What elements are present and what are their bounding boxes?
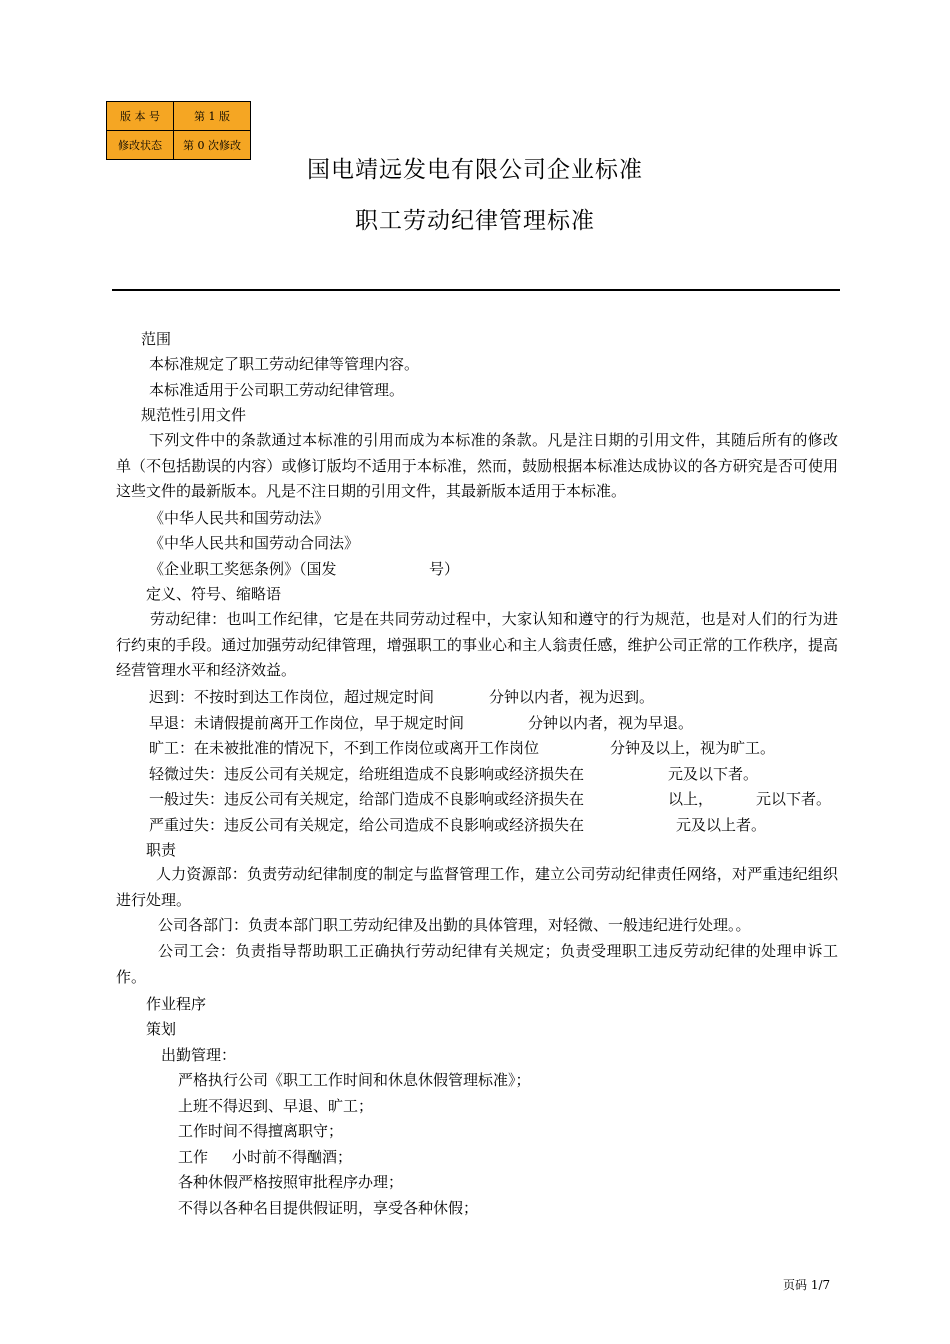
page-number-value: 1/7 <box>810 1278 831 1292</box>
scope-line-1: 本标准规定了职工劳动纪律等管理内容。 <box>149 355 420 373</box>
attendance-rule-1: 严格执行公司《职工工作时间和休息休假管理标准》； <box>178 1071 531 1089</box>
definition-late: 迟到：不按时到达工作岗位，超过规定时间 <box>149 688 435 706</box>
version-label: 版 本 号 <box>107 102 174 131</box>
duty-heading: 职责 <box>146 841 177 859</box>
version-value: 第 1 版 <box>174 102 251 131</box>
definition-general-fault-mid: 以上， <box>668 790 714 808</box>
definition-late-suffix: 分钟以内者，视为迟到。 <box>489 688 655 706</box>
attendance-rule-4-suffix: 小时前不得酗酒； <box>232 1148 353 1166</box>
scope-line-2: 本标准适用于公司职工劳动纪律管理。 <box>149 381 405 399</box>
document-title: 职工劳动纪律管理标准 <box>355 208 595 234</box>
definition-minor-fault: 轻微过失：违反公司有关规定，给班组造成不良影响或经济损失在 <box>149 765 585 783</box>
page-number <box>783 1276 830 1293</box>
definition-serious-fault-suffix: 元及以上者。 <box>676 816 767 834</box>
attendance-rule-6: 不得以各种名目提供假证明，享受各种休假； <box>178 1199 479 1217</box>
procedure-heading: 作业程序 <box>146 995 207 1013</box>
definition-absent: 旷工：在未被批准的情况下，不到工作岗位或离开工作岗位 <box>149 739 540 757</box>
definition-early-leave: 早退：未请假提前离开工作岗位，早于规定时间 <box>149 714 465 732</box>
revision-label: 修改状态 <box>107 131 174 160</box>
definition-absent-suffix: 分钟及以上，视为旷工。 <box>610 739 776 757</box>
definition-minor-fault-suffix: 元及以下者。 <box>668 765 759 783</box>
definition-early-leave-suffix: 分钟以内者，视为早退。 <box>528 714 694 732</box>
reference-labor-law: 《中华人民共和国劳动法》 <box>149 509 330 527</box>
header-divider <box>112 289 840 291</box>
duty-hr-department: 人力资源部：负责劳动纪律制度的制定与监督管理工作，建立公司劳动纪律责任网络，对严重违纪组织进行处理。 <box>116 865 838 909</box>
reference-labor-contract-law: 《中华人民共和国劳动合同法》 <box>149 534 360 552</box>
refs-heading: 规范性引用文件 <box>141 406 247 424</box>
attendance-heading: 出勤管理： <box>161 1046 237 1064</box>
definition-labor-discipline: 劳动纪律：也叫工作纪律，它是在共同劳动过程中，大家认知和遵守的行为规范，也是对人们的行为进行约束的手段。通过加强劳动纪律管理，增强职工的事业心和主人翁责任感，维护公司正常的工作秩序，提高经营管理水平和经济效益。 <box>116 610 838 679</box>
attendance-rule-4: 工作 <box>178 1148 209 1166</box>
company-standard-title: 国电靖远发电有限公司企业标准 <box>307 157 643 183</box>
definition-general-fault-suffix: 元以下者。 <box>756 790 832 808</box>
duty-company-departments: 公司各部门：负责本部门职工劳动纪律及出勤的具体管理，对轻微、一般违纪进行处理。。 <box>158 916 751 934</box>
attendance-rule-2: 上班不得迟到、早退、旷工； <box>178 1097 374 1115</box>
refs-paragraph: 下列文件中的条款通过本标准的引用而成为本标准的条款。凡是注日期的引用文件，其随后所有的修改单（不包括勘误的内容）或修订版均不适用于本标准，然而，鼓励根据本标准达成协议的各方研究是否可使用这些文件的最新版本。凡是不注日期的引用文件，其最新版本适用于本标准。 <box>116 431 838 500</box>
duty-trade-union: 公司工会：负责指导帮助职工正确执行劳动纪律有关规定；负责受理职工违反劳动纪律的处理申诉工作。 <box>116 942 838 986</box>
definition-serious-fault: 严重过失：违反公司有关规定，给公司造成不良影响或经济损失在 <box>149 816 585 834</box>
defs-heading: 定义、符号、缩略语 <box>146 585 282 603</box>
page-number-label: 页码 <box>783 1278 808 1292</box>
scope-heading: 范围 <box>141 330 172 348</box>
reference-rewards-regulation: 《企业职工奖惩条例》（国发 <box>149 560 337 578</box>
attendance-rule-5: 各种休假严格按照审批程序办理； <box>178 1173 404 1191</box>
attendance-rule-3: 工作时间不得擅离职守； <box>178 1122 344 1140</box>
definition-general-fault: 一般过失：违反公司有关规定，给部门造成不良影响或经济损失在 <box>149 790 585 808</box>
planning-heading: 策划 <box>146 1020 177 1038</box>
revision-value: 第 0 次修改 <box>174 131 251 160</box>
reference-rewards-regulation-suffix: 号） <box>429 560 460 578</box>
